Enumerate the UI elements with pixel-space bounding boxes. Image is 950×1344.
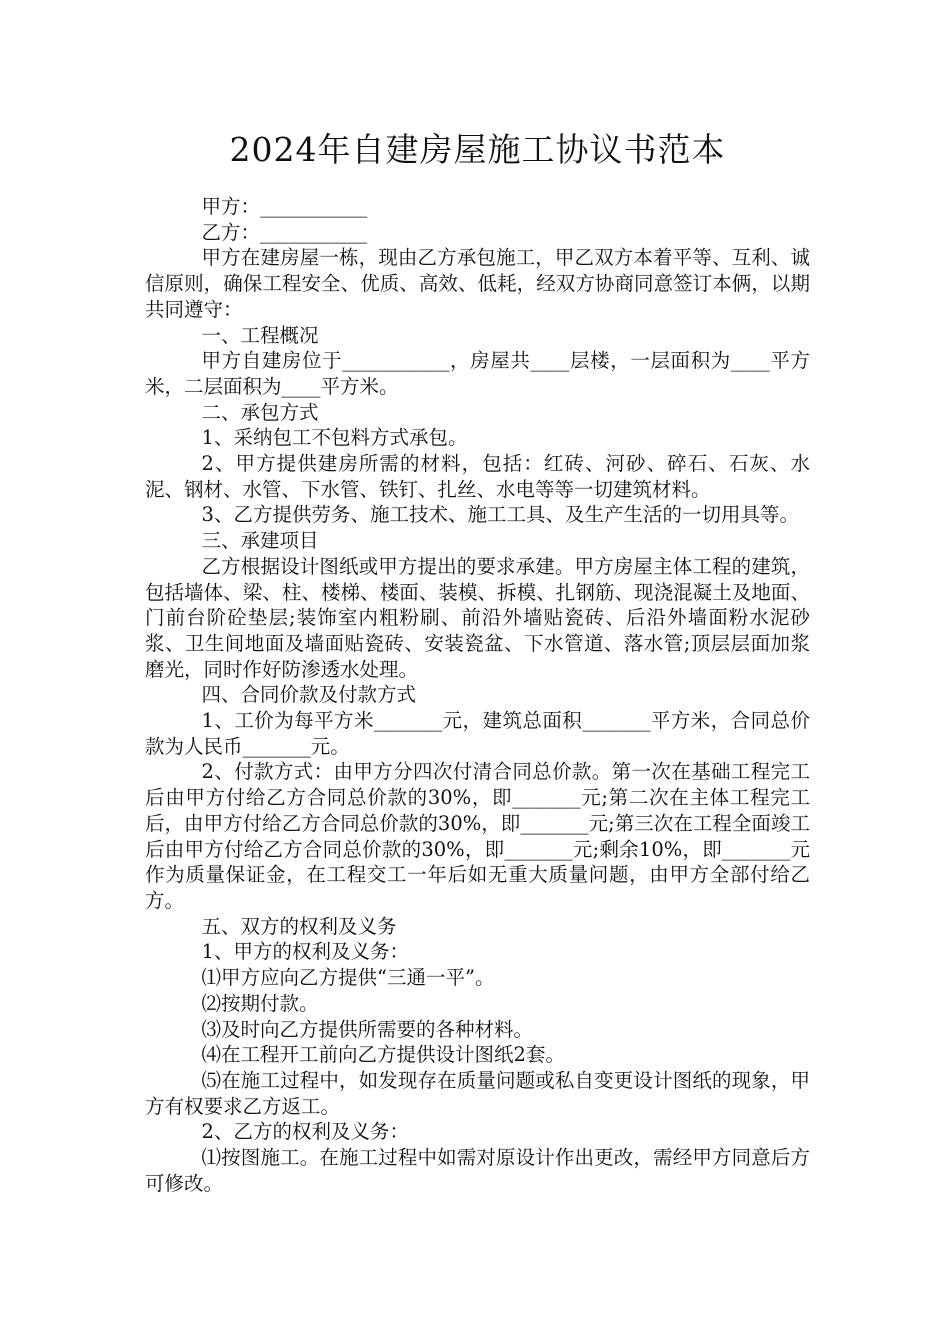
document-body (145, 194, 810, 1196)
section-heading-4: 四、合同价款及付款方式 (201, 683, 417, 707)
subsection-heading: 2、乙方的权利及义务： (201, 1120, 409, 1144)
list-item: ⑷在工程开工前向乙方提供设计图纸2套。 (201, 1043, 565, 1067)
party-a-line: 甲方：___________ (201, 195, 368, 218)
list-item: ⑴按图施工。在施工过程中如需对原设计作出更改，需经甲方同意后方可修改。 (145, 1146, 810, 1195)
list-item: ⑴甲方应向乙方提供“三通一平”。 (201, 966, 495, 990)
paragraph: 2、付款方式：由甲方分四次付清合同总价款。第一次在基础工程完工后由甲方付给乙方合同总价款的30%，即_______元;第二次在主体工程完工后，由甲方付给乙方合同总价款的30%，即_______元;第三次在工程全面竣工后由甲方付给乙方合同总价款的30%，即_______元;剩余10%，即_______元作为质量保证金，在工程交工一年后如无重大质量问题，由甲方全部付给乙方。 (145, 760, 810, 912)
paragraph: 1、工价为每平方米_______元，建筑总面积_______平方米，合同总价款为人民币_______元。 (145, 709, 810, 758)
preamble-paragraph: 甲方在建房屋一栋，现由乙方承包施工，甲乙双方本着平等、互利、诚信原则，确保工程安全、优质、高效、低耗，经双方协商同意签订本俩，以期共同遵守： (145, 246, 810, 321)
section-heading-5: 五、双方的权利及义务 (201, 914, 397, 938)
list-item: ⑶及时向乙方提供所需要的各种材料。 (201, 1017, 534, 1041)
section-heading-3: 三、承建项目 (201, 529, 319, 553)
document-title: 2024年自建房屋施工协议书范本 (229, 130, 726, 169)
subsection-heading: 1、甲方的权利及义务： (201, 940, 409, 964)
document-page (145, 128, 810, 1196)
paragraph: 2、甲方提供建房所需的材料，包括：红砖、河砂、碎石、石灰、水泥、钢材、水管、下水管、铁钉、扎丝、水电等等一切建筑材料。 (145, 452, 810, 501)
paragraph: 1、采纳包工不包料方式承包。 (201, 426, 468, 450)
paragraph: 3、乙方提供劳务、施工技术、施工工具、及生产生活的一切用具等。 (201, 503, 799, 527)
section-heading-1: 一、工程概况 (201, 323, 319, 347)
party-b-line: 乙方：___________ (201, 220, 368, 244)
list-item: ⑵按期付款。 (201, 991, 319, 1015)
paragraph: 甲方自建房位于___________，房屋共____层楼，一层面积为____平方米，二层面积为____平方米。 (145, 349, 810, 398)
section-heading-2: 二、承包方式 (201, 400, 319, 424)
list-item: ⑸在施工过程中，如发现存在质量问题或私自变更设计图纸的现象，甲方有权要求乙方返工。 (145, 1068, 810, 1118)
paragraph: 乙方根据设计图纸或甲方提出的要求承建。甲方房屋主体工程的建筑，包括墙体、梁、柱、楼梯、楼面、装模、拆模、扎钢筋、现浇混凝土及地面、门前台阶砼垫层;装饰室内粗粉刷、前沿外墙贴瓷砖、后沿外墙面粉水泥砂浆、卫生间地面及墙面贴瓷砖、安装瓷盆、下水管道、落水管;顶层层面加浆磨光，同时作好防渗透水处理。 (145, 554, 810, 681)
